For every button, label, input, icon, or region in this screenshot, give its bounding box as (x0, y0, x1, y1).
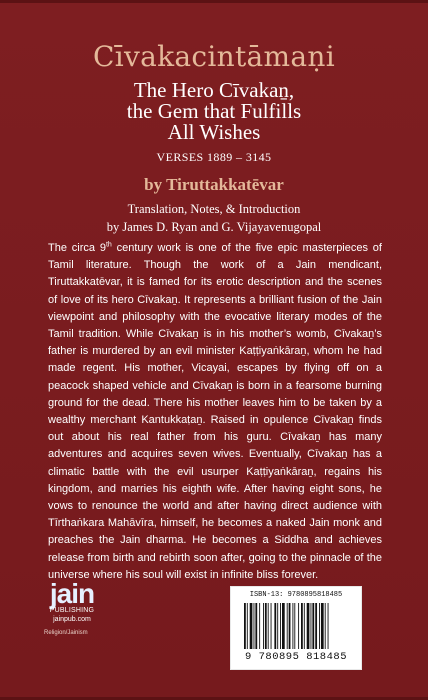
logo-publishing-text: PUBLISHING (49, 607, 95, 614)
publisher-url: jainpub.com (53, 616, 91, 623)
book-subtitle (0, 80, 428, 143)
description-body: century work is one of the five epic masterpieces of Tamil literature. Though the work of a Jain mendicant, Tiruttakkatēvar, it is famed for its erotic description and the scenes of love of its hero Cīvakaṉ. It represents a brilliant fusion of the Jain viewpoint and philosophy with the evocative literary modes of the Tamil tradition. While Cīvakaṉ is in his mother’s womb, Cīvakaṉ’s father is murdered by an evil minister Kaṭṭiyaṅkāraṉ, whom he had made regent. His mother, Vicayai, escapes by flying off on a peacock shaped vehicle and Cīvakaṉ is born in a fearsome burning ground for the dead. There his mother leaves him to be taken by a wealthy merchant Kantukkaṭaṉ. Raised in opulence Cīvakaṉ finds out about his real father from his guru. Cīvakaṉ has many adventures and acquires seven wives. Eventually, Cīvakaṉ has a climatic battle with the evil usurper Kaṭṭiyaṅkāraṉ, regains his kingdom, and marries his eighth wife. After having eight sons, he vows to renounce the world and after having direct audience with Tīrthaṅkara Mahāvīra, himself, he becomes a naked Jain monk and preaches the Jain dharma. He becomes a Siddha and achieves release from birth and rebirth soon after, going to the pinnacle of the universe where his soul will exist in infinite bliss forever. (48, 242, 382, 581)
book-description (48, 240, 382, 584)
cover-top-edge (0, 0, 428, 3)
credit-line-1: Translation, Notes, & Introduction (127, 202, 301, 216)
barcode-bars (243, 603, 353, 649)
publisher-logo (44, 578, 100, 624)
author-line: by Tiruttakkatēvar (144, 175, 284, 194)
barcode-digits: 9 780895 818485 (244, 651, 347, 663)
description-superscript: th (105, 241, 112, 249)
book-title: Cīvakacintāmaṇi (93, 40, 335, 73)
translation-credits (0, 200, 428, 236)
subtitle-line-1: The Hero Cīvakaṉ, (133, 78, 295, 102)
book-category: Religion/Jainism (44, 630, 88, 636)
verses-range: VERSES 1889 – 3145 (156, 150, 272, 164)
isbn-barcode (230, 586, 362, 670)
logo-wordmark: jain (49, 578, 95, 609)
description-lead: The circa 9 (48, 242, 106, 254)
subtitle-line-3: All Wishes (167, 120, 261, 144)
credit-line-2: by James D. Ryan and G. Vijayavenugopal (106, 220, 322, 234)
subtitle-line-2: the Gem that Fulfills (126, 99, 302, 123)
isbn-label: ISBN-13: 9780895818485 (249, 591, 343, 599)
